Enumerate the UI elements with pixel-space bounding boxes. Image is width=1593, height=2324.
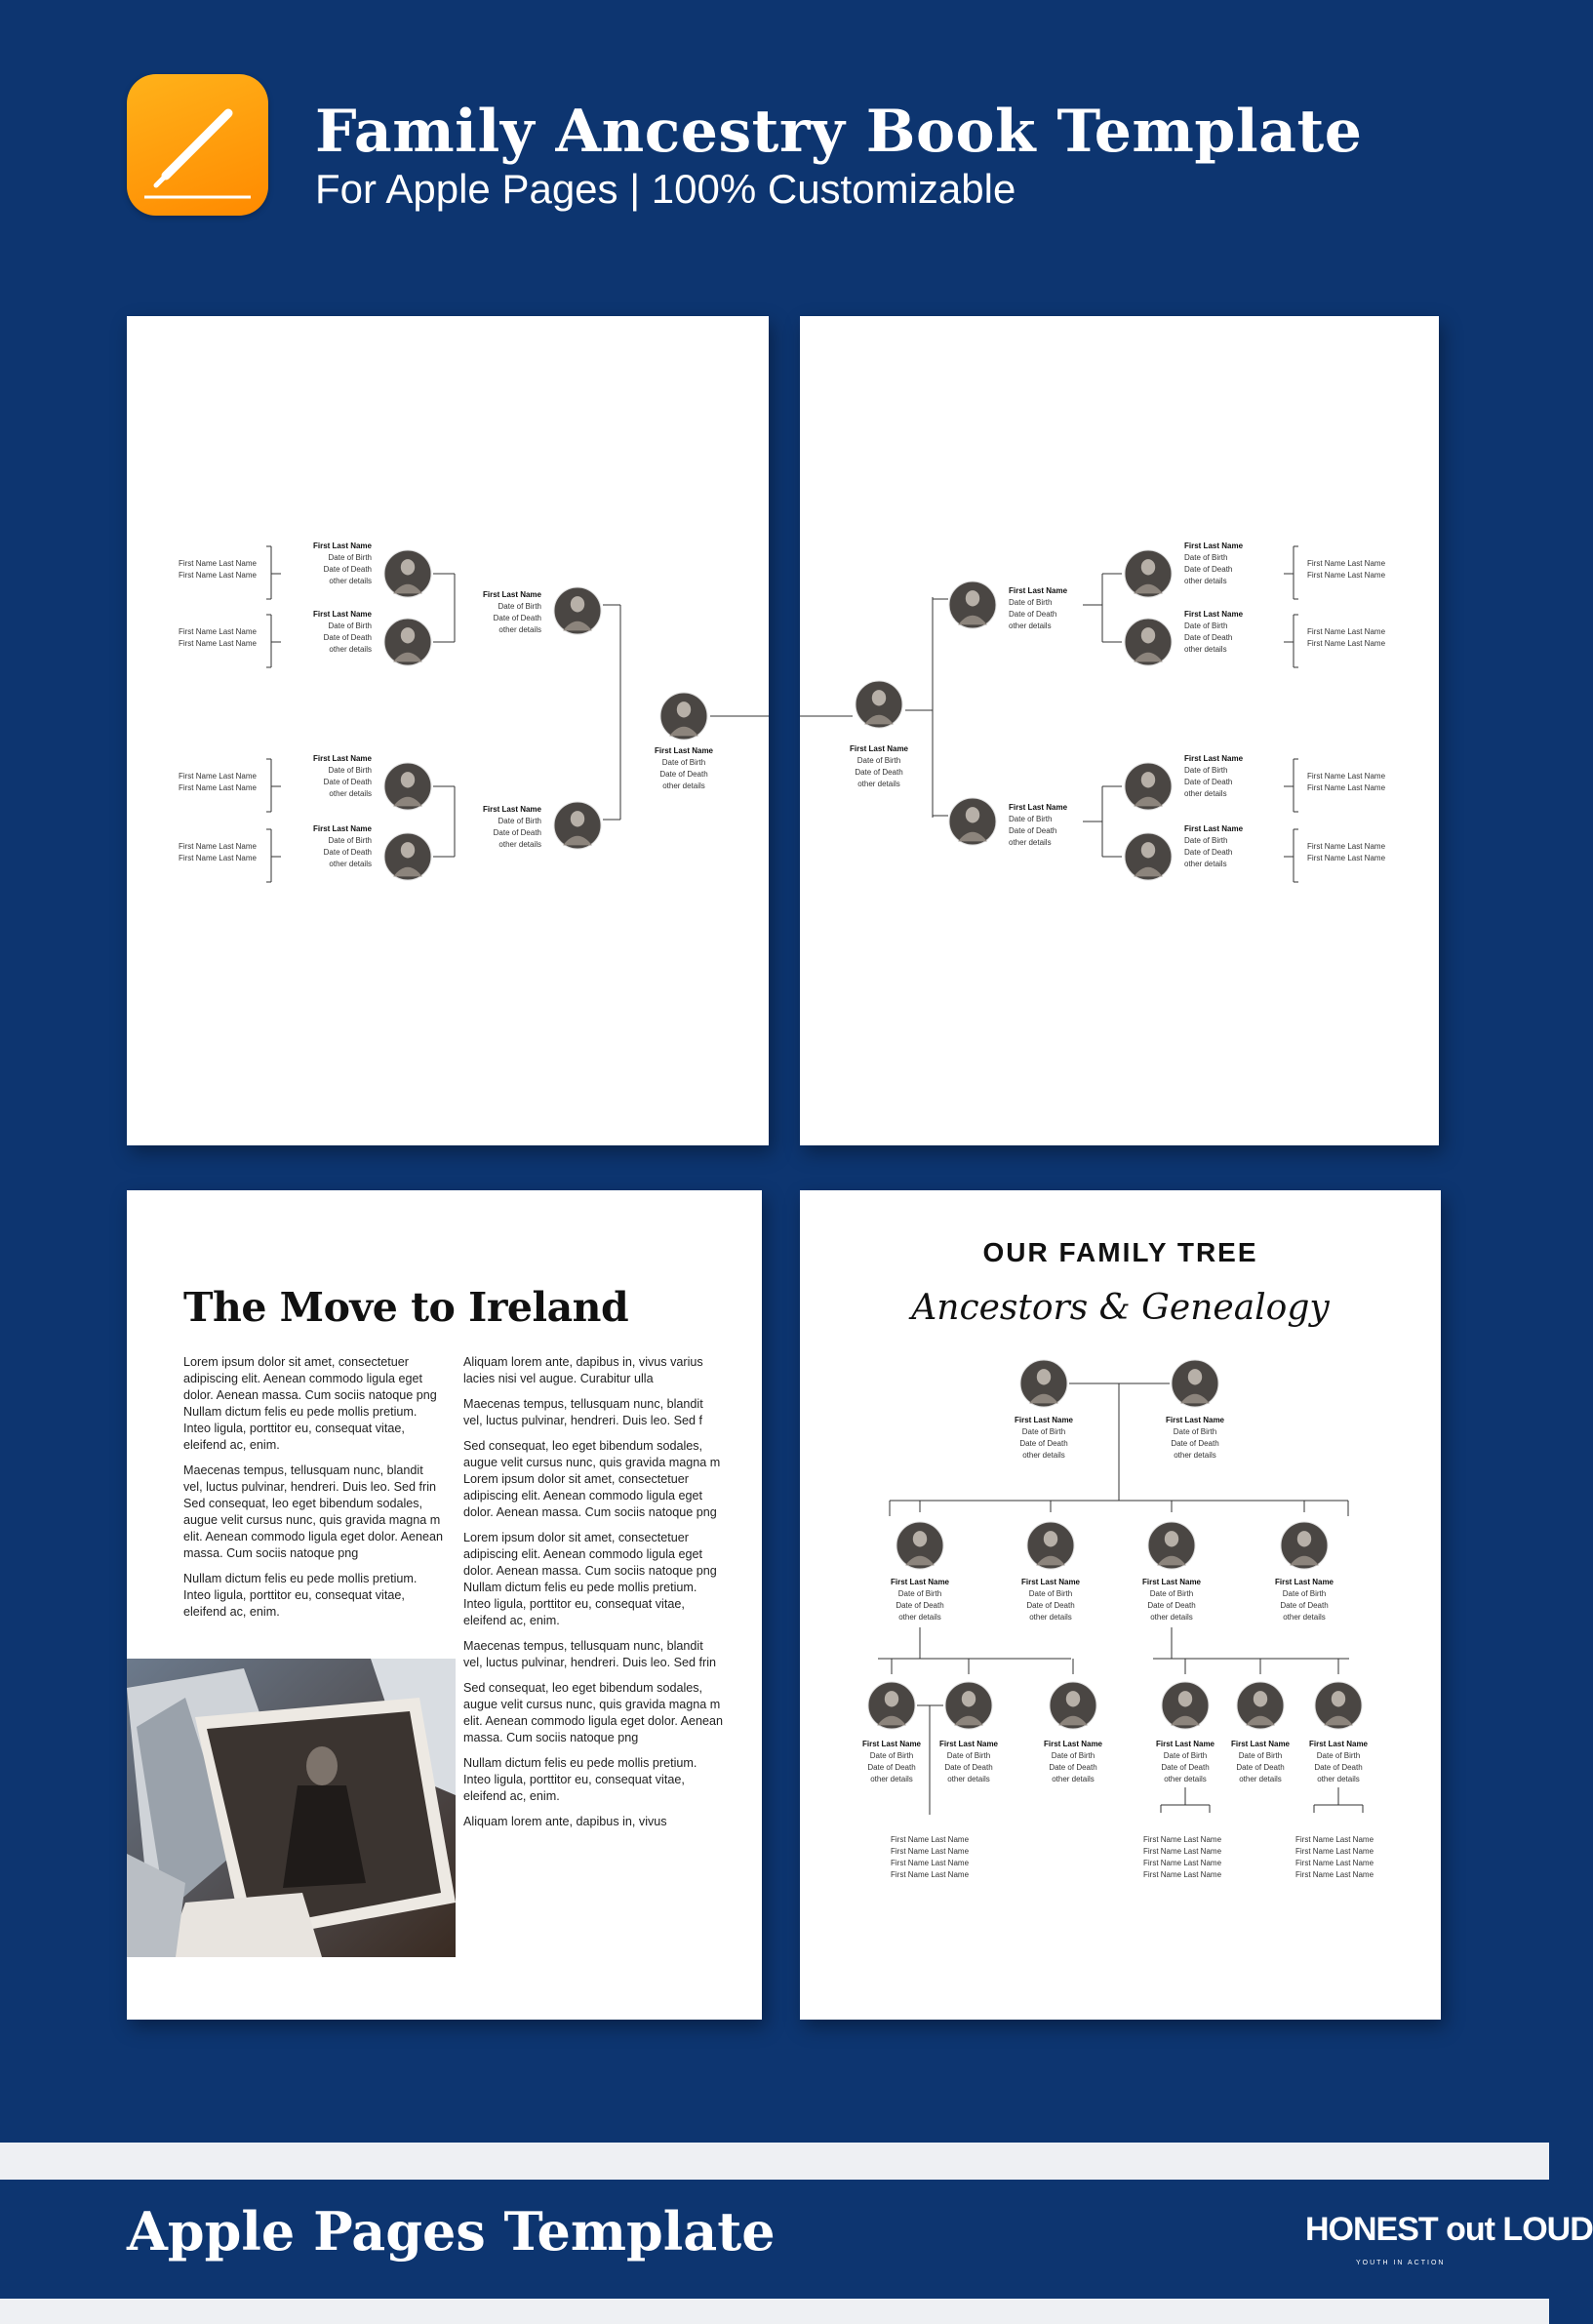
person-detail: First Name Last Name <box>1143 1835 1222 1844</box>
person-detail: Date of Death <box>1280 1601 1329 1610</box>
portrait-face <box>885 1691 898 1706</box>
person-detail: Date of Birth <box>1009 598 1053 607</box>
person-name: First Last Name <box>312 754 372 763</box>
person-detail: Date of Death <box>1314 1763 1363 1772</box>
person-detail: other details <box>1283 1613 1326 1622</box>
person-name: First Last Name <box>1043 1740 1103 1748</box>
person-detail: Date of Birth <box>1009 815 1053 823</box>
portrait-face <box>962 1691 976 1706</box>
person-name: First Last Name <box>861 1740 922 1748</box>
person-detail: Date of Birth <box>869 1751 914 1760</box>
person-detail: First Name Last Name <box>1307 854 1386 862</box>
person-detail: other details <box>329 789 372 798</box>
person-name: First Last Name <box>1230 1740 1291 1748</box>
footer-divider <box>0 2143 1549 2180</box>
person-detail: other details <box>1317 1775 1360 1783</box>
person-detail: Date of Birth <box>1163 1751 1208 1760</box>
person-name: First Last Name <box>1308 1740 1369 1748</box>
pedigree-page-right <box>800 316 1439 1145</box>
person-detail: Date of Birth <box>1173 1427 1217 1436</box>
portrait-face <box>1178 1691 1192 1706</box>
person-detail: First Name Last Name <box>1295 1859 1374 1867</box>
person-detail: First Name Last Name <box>1307 772 1386 781</box>
person-detail: other details <box>329 860 372 868</box>
person-detail: Date of Birth <box>328 553 372 562</box>
portrait-face <box>1165 1531 1178 1546</box>
person-detail: First Name Last Name <box>1295 1870 1374 1879</box>
person-detail: other details <box>1239 1775 1282 1783</box>
person-detail: Date of Death <box>867 1763 916 1772</box>
person-detail: Date of Birth <box>1238 1751 1283 1760</box>
person-detail: other details <box>329 645 372 654</box>
portrait-face <box>913 1531 927 1546</box>
person-detail: other details <box>1150 1613 1193 1622</box>
portrait-face <box>401 842 415 858</box>
person-name: First Last Name <box>1020 1578 1081 1586</box>
person-detail: First Name Last Name <box>178 571 257 580</box>
portrait-face <box>1037 1369 1051 1384</box>
paragraph: Nullam dictum felis eu pede mollis pretium. Inteo ligula, porttitor eu, consequat vitae, eleifend ac, enim. <box>183 1572 418 1619</box>
person-name: First Last Name <box>312 824 372 833</box>
person-detail: First Name Last Name <box>891 1859 970 1867</box>
person-detail: Date of Death <box>896 1601 944 1610</box>
person-detail: Date of Birth <box>1028 1589 1073 1598</box>
person-detail: First Name Last Name <box>1295 1835 1374 1844</box>
person-name: First Last Name <box>849 744 909 753</box>
vintage-photos-image <box>127 1659 456 1957</box>
person-detail: Date of Death <box>1161 1763 1210 1772</box>
person-detail: Date of Birth <box>897 1589 942 1598</box>
person-detail: First Name Last Name <box>1295 1847 1374 1856</box>
person-detail: other details <box>329 577 372 585</box>
portrait-face <box>1254 1691 1267 1706</box>
person-detail: Date of Death <box>323 633 372 642</box>
paragraph: Maecenas tempus, tellusquam nunc, blandit vel, luctus pulvinar, hendreri. Duis leo. Sed frin Sed consequat, leo eget bibendum sodales, augue velit cursus nunc, quis gravida magna m elit. Aenean commodo ligula eget dolor. Aenean massa. Cum sociis natoque png <box>183 1463 444 1560</box>
story-column-right <box>463 1354 725 1839</box>
portrait-face <box>571 596 584 612</box>
story-page <box>127 1190 762 2020</box>
paragraph: Lorem ipsum dolor sit amet, consectetuer adipiscing elit. Aenean commodo ligula eget dolor. Aenean massa. Cum sociis natoque png Nullam dictum felis eu pede mollis pretium. Inteo ligula, porttitor eu, consequat vitae, eleifend ac, enim. <box>183 1355 437 1452</box>
person-name: First Last Name <box>1009 586 1068 595</box>
person-detail: other details <box>1029 1613 1072 1622</box>
person-name: First Last Name <box>1165 1416 1225 1424</box>
person-detail: First Name Last Name <box>1307 627 1386 636</box>
person-detail: other details <box>1184 645 1227 654</box>
portrait-face <box>966 590 979 606</box>
person-detail: Date of Death <box>659 770 708 779</box>
person-detail: Date of Birth <box>1184 836 1228 845</box>
paragraph: Maecenas tempus, tellusquam nunc, blandit vel, luctus pulvinar, hendreri. Duis leo. Sed frin <box>463 1639 717 1669</box>
story-heading: The Move to Ireland <box>183 1284 629 1331</box>
person-detail: other details <box>498 625 541 634</box>
person-detail: First Name Last Name <box>178 559 257 568</box>
pedigree-chart-left <box>127 316 769 1145</box>
person-detail: First Name Last Name <box>178 854 257 862</box>
portrait-face <box>1044 1531 1057 1546</box>
person-detail: First Name Last Name <box>891 1835 970 1844</box>
paragraph: Nullam dictum felis eu pede mollis pretium. Inteo ligula, porttitor eu, consequat vitae, eleifend ac, enim. <box>463 1756 697 1803</box>
person-detail: Date of Death <box>1026 1601 1075 1610</box>
person-detail: First Name Last Name <box>891 1870 970 1879</box>
person-detail: Date of Death <box>944 1763 993 1772</box>
story-column-left <box>183 1354 445 1629</box>
portrait-face <box>401 627 415 643</box>
pedigree-chart-right <box>800 316 1439 1145</box>
pencil-icon <box>127 74 268 216</box>
person-detail: Date of Death <box>1184 633 1233 642</box>
person-detail: First Name Last Name <box>1307 571 1386 580</box>
person-detail: First Name Last Name <box>1143 1870 1222 1879</box>
family-tree-chart <box>800 1190 1441 2020</box>
person-name: First Last Name <box>1155 1740 1215 1748</box>
brand-logo: HONEST out LOUD <box>1305 2211 1593 2248</box>
person-name: First Last Name <box>482 590 541 599</box>
person-detail: First Name Last Name <box>178 627 257 636</box>
pages-app-icon <box>127 74 268 216</box>
person-name: First Last Name <box>312 541 372 550</box>
paragraph: Maecenas tempus, tellusquam nunc, blandit vel, luctus pulvinar, hendreri. Duis leo. Sed f <box>463 1397 703 1427</box>
person-detail: other details <box>1174 1451 1216 1460</box>
person-detail: Date of Birth <box>498 817 541 825</box>
person-name: First Last Name <box>1014 1416 1074 1424</box>
person-name: First Last Name <box>1184 610 1244 619</box>
person-detail: First Name Last Name <box>178 842 257 851</box>
person-detail: Date of Birth <box>1021 1427 1066 1436</box>
portrait-face <box>571 811 584 826</box>
person-name: First Last Name <box>1184 824 1244 833</box>
person-detail: other details <box>947 1775 990 1783</box>
person-detail: other details <box>1052 1775 1095 1783</box>
person-detail: other details <box>857 780 900 788</box>
person-name: First Last Name <box>1141 1578 1202 1586</box>
person-detail: Date of Birth <box>1316 1751 1361 1760</box>
person-detail: other details <box>1184 860 1227 868</box>
portrait-face <box>1332 1691 1345 1706</box>
portrait-face <box>1141 627 1155 643</box>
person-detail: Date of Death <box>493 828 541 837</box>
person-name: First Last Name <box>890 1578 950 1586</box>
tree-title: OUR FAMILY TREE <box>982 1237 1258 1267</box>
person-detail: Date of Birth <box>1184 621 1228 630</box>
person-detail: other details <box>1009 621 1052 630</box>
person-detail: other details <box>1184 789 1227 798</box>
portrait-face <box>1141 842 1155 858</box>
portrait-face <box>872 690 886 705</box>
person-detail: Date of Death <box>1009 610 1057 619</box>
person-detail: Date of Birth <box>1184 766 1228 775</box>
person-detail: First Name Last Name <box>178 783 257 792</box>
person-detail: First Name Last Name <box>178 639 257 648</box>
person-detail: First Name Last Name <box>1307 842 1386 851</box>
person-detail: Date of Death <box>1184 778 1233 786</box>
person-detail: other details <box>870 1775 913 1783</box>
person-detail: Date of Death <box>1009 826 1057 835</box>
person-detail: Date of Birth <box>328 766 372 775</box>
person-detail: Date of Death <box>1171 1439 1219 1448</box>
person-detail: First Name Last Name <box>1307 639 1386 648</box>
family-tree-page <box>800 1190 1441 2020</box>
portrait-face <box>401 559 415 575</box>
brand-tagline: YOUTH IN ACTION <box>1356 2260 1446 2266</box>
person-detail: Date of Death <box>1184 565 1233 574</box>
portrait-face <box>1297 1531 1311 1546</box>
pedigree-page-left <box>127 316 769 1145</box>
person-detail: Date of Death <box>1019 1439 1068 1448</box>
person-detail: Date of Death <box>1147 1601 1196 1610</box>
page-subtitle: For Apple Pages | 100% Customizable <box>315 166 1016 212</box>
person-detail: Date of Birth <box>1184 553 1228 562</box>
portrait-face <box>966 807 979 822</box>
person-detail: First Name Last Name <box>891 1847 970 1856</box>
person-detail: Date of Death <box>323 848 372 857</box>
person-detail: Date of Death <box>1049 1763 1097 1772</box>
paragraph: Aliquam lorem ante, dapibus in, vivus <box>463 1815 667 1828</box>
person-detail: Date of Birth <box>328 836 372 845</box>
paragraph: Lorem ipsum dolor sit amet, consectetuer adipiscing elit. Aenean commodo ligula eget dolor. Aenean massa. Cum sociis natoque png Nullam dictum felis eu pede mollis pretium. Inteo ligula, porttitor eu, consequat vitae, eleifend ac, enim. <box>463 1531 717 1627</box>
person-detail: Date of Death <box>1236 1763 1285 1772</box>
person-detail: First Name Last Name <box>1143 1859 1222 1867</box>
person-detail: Date of Death <box>855 768 903 777</box>
page-title: Family Ancestry Book Template <box>315 98 1363 166</box>
person-detail: Date of Death <box>493 614 541 622</box>
paragraph: Aliquam lorem ante, dapibus in, vivus varius lacies nisi vel augue. Curabitur ulla <box>463 1355 703 1385</box>
person-name: First Last Name <box>1184 541 1244 550</box>
person-detail: First Name Last Name <box>1307 559 1386 568</box>
portrait-face <box>677 701 691 717</box>
portrait-face <box>1066 1691 1080 1706</box>
person-detail: Date of Birth <box>856 756 901 765</box>
person-detail: other details <box>1184 577 1227 585</box>
footer-bottom-strip <box>0 2299 1549 2324</box>
paragraph: Sed consequat, leo eget bibendum sodales, augue velit cursus nunc, quis gravida magna m Lorem ipsum dolor sit amet, consectetuer adipiscing elit. Aenean commodo ligula eget dolor. Aenean massa. Cum sociis natoque png <box>463 1439 721 1519</box>
paragraph: Sed consequat, leo eget bibendum sodales, augue velit cursus nunc, quis gravida magna m elit. Aenean commodo ligula eget dolor. Aenean massa. Cum sociis natoque png <box>463 1681 724 1744</box>
person-name: First Last Name <box>482 805 541 814</box>
person-name: First Last Name <box>1009 803 1068 812</box>
person-name: First Last Name <box>312 610 372 619</box>
footer-label: Apple Pages Template <box>127 2200 776 2263</box>
person-detail: other details <box>1022 1451 1065 1460</box>
person-detail: other details <box>1009 838 1052 847</box>
portrait-face <box>401 772 415 787</box>
person-name: First Last Name <box>938 1740 999 1748</box>
person-name: First Last Name <box>1274 1578 1334 1586</box>
portrait-face <box>1188 1369 1202 1384</box>
person-detail: Date of Birth <box>661 758 706 767</box>
person-detail: Date of Death <box>323 565 372 574</box>
person-detail: Date of Birth <box>1051 1751 1095 1760</box>
person-name: First Last Name <box>1184 754 1244 763</box>
portrait-face <box>1141 772 1155 787</box>
person-detail: Date of Death <box>1184 848 1233 857</box>
person-detail: First Name Last Name <box>178 772 257 781</box>
person-detail: First Name Last Name <box>1143 1847 1222 1856</box>
portrait-face <box>1141 559 1155 575</box>
person-detail: Date of Birth <box>328 621 372 630</box>
person-detail: other details <box>898 1613 941 1622</box>
person-detail: Date of Birth <box>498 602 541 611</box>
person-detail: First Name Last Name <box>1307 783 1386 792</box>
person-detail: Date of Death <box>323 778 372 786</box>
tree-script-title: Ancestors & Genealogy <box>911 1288 1330 1328</box>
person-detail: Date of Birth <box>1149 1589 1194 1598</box>
person-name: First Last Name <box>654 746 714 755</box>
person-detail: other details <box>1164 1775 1207 1783</box>
person-detail: other details <box>662 781 705 790</box>
person-detail: Date of Birth <box>946 1751 991 1760</box>
person-detail: Date of Birth <box>1282 1589 1327 1598</box>
person-detail: other details <box>498 840 541 849</box>
